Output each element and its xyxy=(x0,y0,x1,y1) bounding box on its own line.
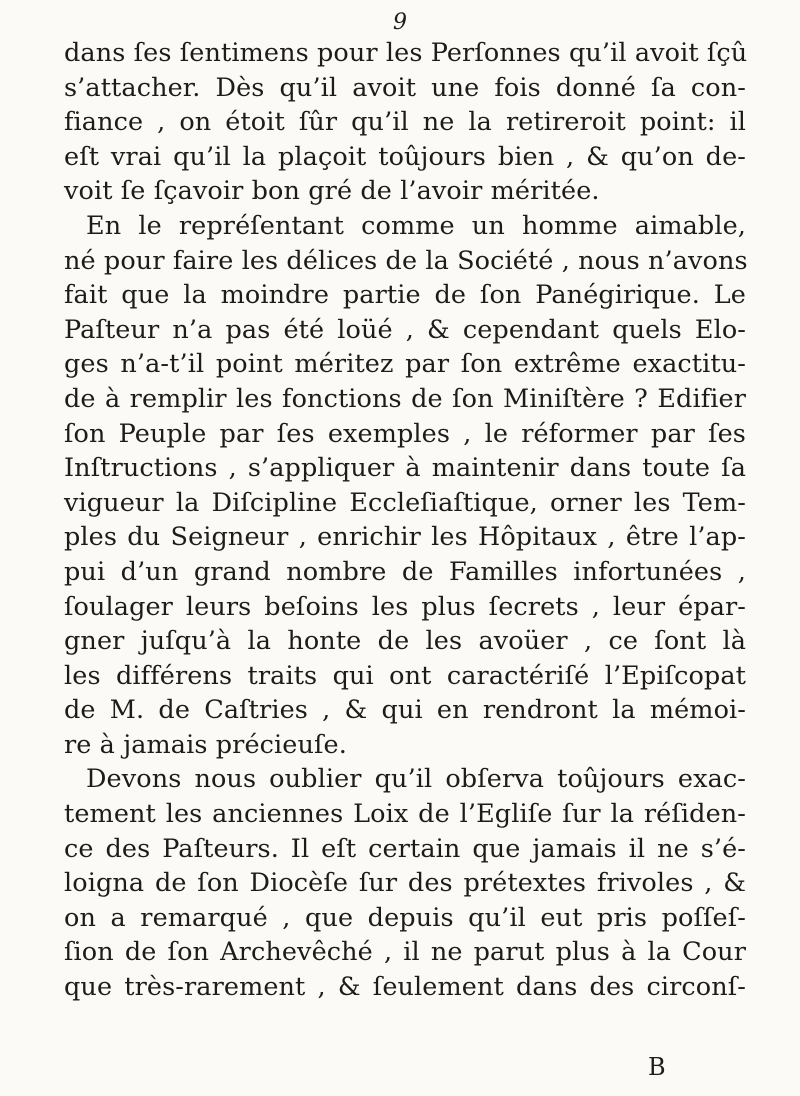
text-line-21: re à jamais précieuſe. xyxy=(64,729,347,760)
signature-mark: B xyxy=(648,1053,666,1081)
text-line-7: né pour faire les délices de la Société , nous n’avons xyxy=(64,245,748,276)
main-text xyxy=(64,36,746,1005)
text-line-14: vigueur la Diſcipline Eccleſiaſtique, orner les Tem- xyxy=(64,487,746,518)
text-line-1: dans ſes ſentimens pour les Perſonnes qu’il avoit ſçû xyxy=(64,38,748,68)
text-line-4: eſt vrai qu’il la plaçoit toûjours bien , & qu’on de- xyxy=(64,141,746,172)
text-line-20: de M. de Caſtries , & qui en rendront la mémoi- xyxy=(64,695,746,726)
text-line-23: tement les anciennes Loix de l’Egliſe ſur la réſiden- xyxy=(64,799,746,830)
text-line-5: voit ſe ſçavoir bon gré de l’avoir méritée. xyxy=(64,176,600,207)
text-line-10: ges n’a-t’il point méritez par ſon extrême exactitu- xyxy=(64,349,746,380)
text-line-8: fait que la moindre partie de ſon Panégirique. Le xyxy=(64,280,746,311)
text-line-27: ſion de ſon Archevêché , il ne parut plus à la Cour xyxy=(64,937,746,968)
text-line-13: Inſtructions , s’appliquer à maintenir dans toute ſa xyxy=(64,453,746,484)
text-line-28: que très-rarement , & ſeulement dans des circonſ- xyxy=(64,972,746,1003)
text-line-24: ce des Paſteurs. Il eſt certain que jamais il ne s’é- xyxy=(64,833,746,864)
text-line-11: de à remplir les fonctions de ſon Miniſtère ? Edifier xyxy=(64,383,746,414)
text-line-9: Paſteur n’a pas été loüé , & cependant quels Elo- xyxy=(64,314,746,345)
text-line-19: les différens traits qui ont caractériſé l’Epiſcopat xyxy=(64,660,746,691)
text-line-6: En le repréſentant comme un homme aimable, xyxy=(86,210,746,241)
text-line-16: pui d’un grand nombre de Familles infortunées , xyxy=(64,556,746,587)
text-line-12: ſon Peuple par ſes exemples , le réformer par ſes xyxy=(64,418,746,449)
text-line-22: Devons nous oublier qu’il obſerva toûjours exac- xyxy=(86,764,746,795)
text-line-3: fiance , on étoit ſûr qu’il ne la retireroit point: il xyxy=(64,107,746,138)
text-line-26: on a remarqué , que depuis qu’il eut pris poſſeſ- xyxy=(64,902,746,933)
page-number: 9 xyxy=(393,10,407,35)
text-line-2: s’attacher. Dès qu’il avoit une fois donné ſa con- xyxy=(64,72,746,103)
text-line-25: loigna de ſon Diocèſe ſur des prétextes frivoles , & xyxy=(64,868,746,899)
text-line-15: ples du Seigneur , enrichir les Hôpitaux , être l’ap- xyxy=(64,522,746,553)
text-line-18: gner juſqu’à la honte de les avoüer , ce ſont là xyxy=(64,626,746,657)
text-line-17: ſoulager leurs beſoins les plus ſecrets , leur épar- xyxy=(64,591,746,622)
